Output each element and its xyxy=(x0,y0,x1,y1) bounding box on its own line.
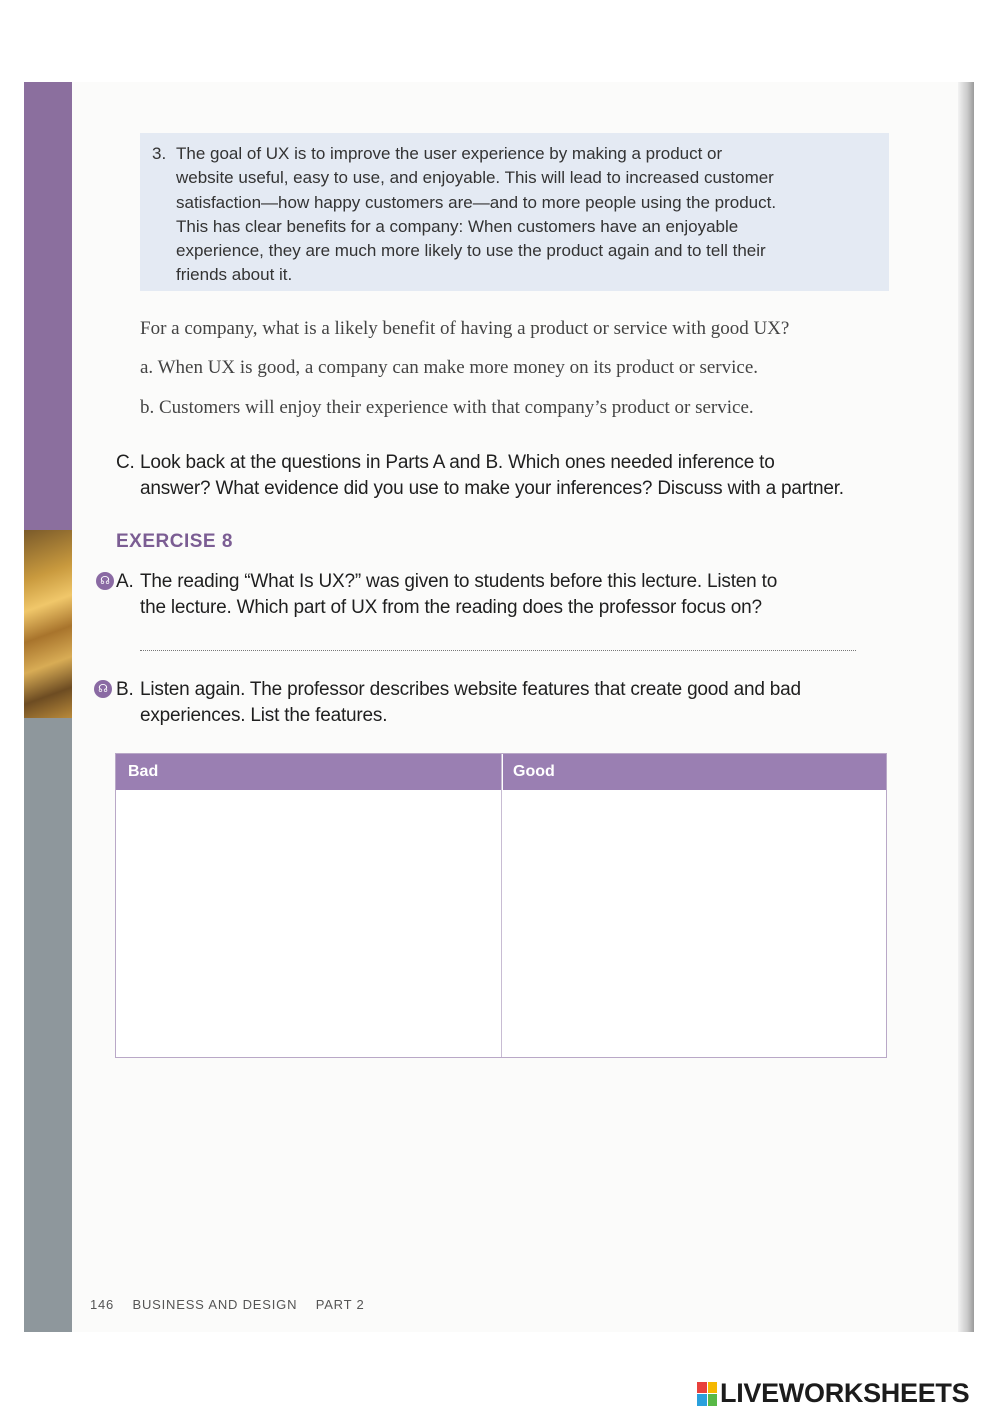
reading-excerpt-text xyxy=(176,142,876,288)
column-header-good: Good xyxy=(513,763,555,780)
reading-line: The goal of UX is to improve the user experience by making a product or xyxy=(176,144,723,163)
part-b-instruction xyxy=(140,677,900,729)
part-c-letter: C. xyxy=(116,452,135,473)
side-strip-gray xyxy=(24,718,72,1332)
logo-tile xyxy=(708,1394,718,1406)
features-table xyxy=(115,753,887,1058)
reading-line: friends about it. xyxy=(176,265,293,285)
instruction-line: the lecture. Which part of UX from the reading does the professor focus on? xyxy=(140,597,762,618)
question-text: For a company, what is a likely benefit of having a product or service with good UX? xyxy=(140,318,790,339)
instruction-line: answer? What evidence did you use to make your inferences? Discuss with a partner. xyxy=(140,478,844,499)
instruction-line: Look back at the questions in Parts A and B. Which ones needed inference to xyxy=(140,452,775,473)
reading-line: This has clear benefits for a company: When customers have an enjoyable xyxy=(176,216,739,236)
logo-tile xyxy=(697,1394,707,1406)
page-binding-edge xyxy=(958,82,974,1332)
side-strip-coins-photo xyxy=(24,530,72,718)
footer-section: BUSINESS AND DESIGN xyxy=(132,1297,298,1312)
page-number: 146 xyxy=(90,1297,115,1312)
part-a-answer-line[interactable] xyxy=(140,650,856,651)
part-b-letter: B. xyxy=(116,679,134,700)
headphones-icon: ☊ xyxy=(94,680,112,698)
instruction-line: Listen again. The professor describes website features that create good and bad xyxy=(140,679,801,700)
liveworksheets-logo-icon xyxy=(697,1382,717,1406)
good-features-answer-cell[interactable] xyxy=(502,790,886,1057)
part-a-letter: A. xyxy=(116,571,134,592)
brand-name: LIVEWORKSHEETS xyxy=(720,1378,970,1408)
exercise-title: EXERCISE 8 xyxy=(116,531,233,552)
footer-part: PART 2 xyxy=(315,1297,365,1312)
reading-line: satisfaction—how happy customers are—and to more people using the product. xyxy=(176,192,777,212)
reading-line: experience, they are much more likely to use the product again and to tell their xyxy=(176,241,766,261)
logo-tile xyxy=(708,1382,718,1394)
question-option-a: a. When UX is good, a company can make more money on its product or service. xyxy=(140,357,759,378)
instruction-line: The reading “What Is UX?” was given to students before this lecture. Listen to xyxy=(140,571,778,592)
part-a-instruction xyxy=(140,569,900,621)
liveworksheets-brand xyxy=(697,1378,969,1409)
reading-item-number: 3. xyxy=(152,144,167,163)
question-option-b: b. Customers will enjoy their experience with that company’s product or service. xyxy=(140,397,754,418)
bad-features-answer-cell[interactable] xyxy=(116,790,501,1057)
reading-line: website useful, easy to use, and enjoyable. This will lead to increased customer xyxy=(176,168,774,188)
side-strip-purple xyxy=(24,82,72,530)
instruction-line: experiences. List the features. xyxy=(140,705,388,726)
column-header-bad: Bad xyxy=(128,763,159,780)
part-c-instruction xyxy=(140,450,900,502)
logo-tile xyxy=(697,1382,707,1394)
headphones-icon: ☊ xyxy=(96,572,114,590)
page-footer xyxy=(90,1297,379,1312)
